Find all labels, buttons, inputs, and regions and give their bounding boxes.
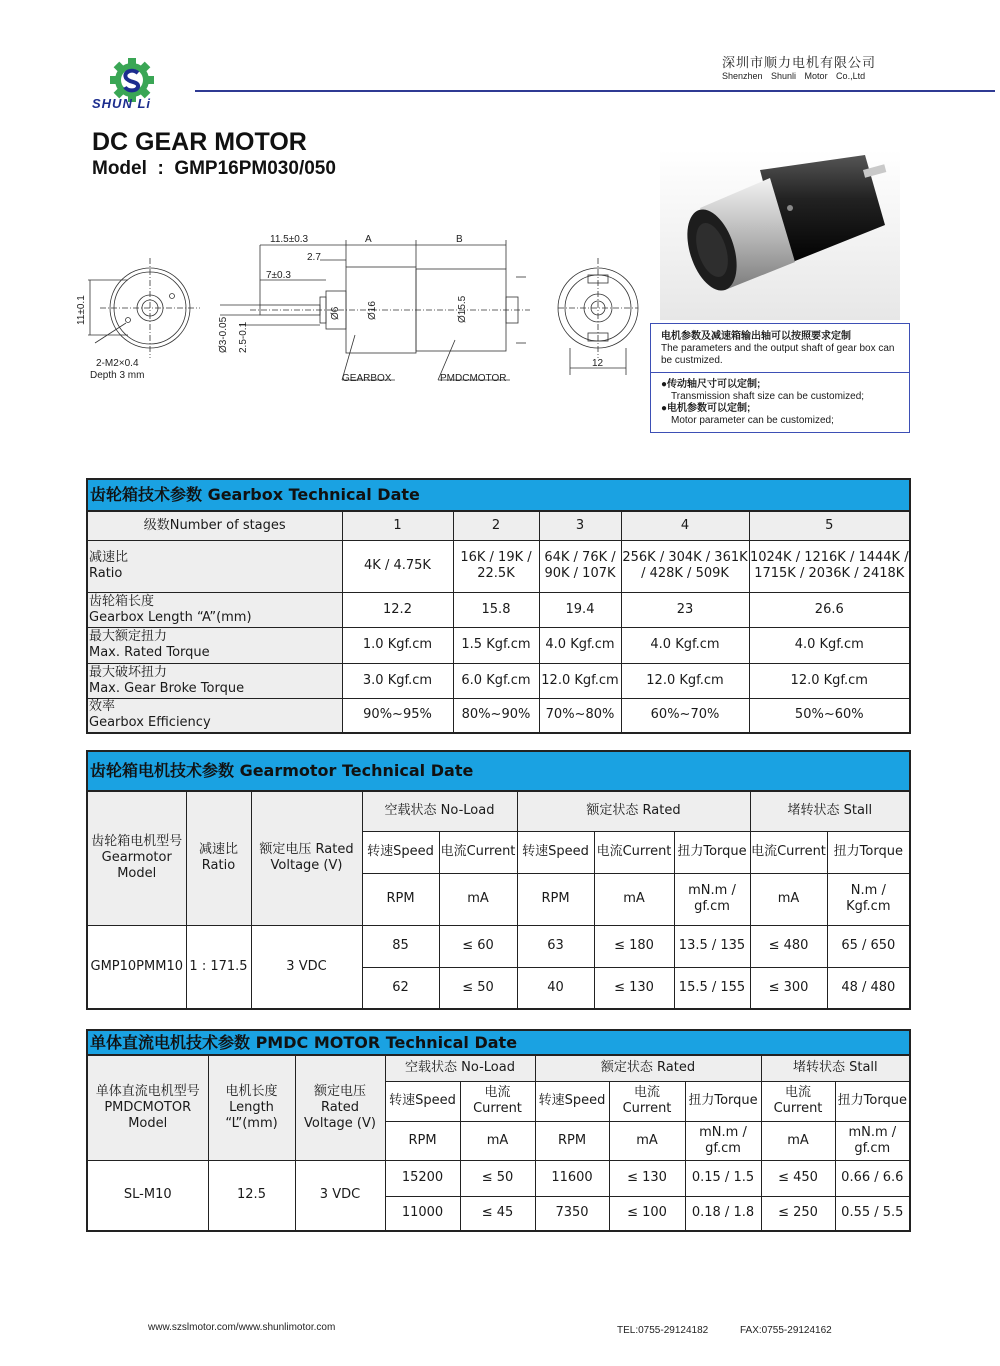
- cell: 11000: [385, 1196, 460, 1231]
- sub-header: 转速Speed: [385, 1081, 460, 1121]
- cell: 0.55 / 5.5: [835, 1196, 910, 1231]
- cell: 15.8: [453, 592, 539, 627]
- unit: RPM: [517, 873, 594, 925]
- unit: RPM: [362, 873, 439, 925]
- table-row: [87, 592, 910, 627]
- cell: ≤ 50: [460, 1160, 535, 1196]
- unit: mA: [594, 873, 674, 925]
- cell: 40: [517, 967, 594, 1009]
- group-noload: 空载状态 No-Load: [385, 1055, 535, 1081]
- unit: mA: [750, 873, 827, 925]
- cell: ≤ 300: [750, 967, 827, 1009]
- cell: 15.5 / 155: [674, 967, 750, 1009]
- group-stall: 堵转状态 Stall: [750, 791, 910, 831]
- screw-note: 2-M2×0.4: [96, 358, 139, 369]
- note-line1-en: The parameters and the output shaft of gear box can be custmized.: [661, 343, 895, 366]
- cell: 6.0 Kgf.cm: [453, 663, 539, 698]
- cell: ≤ 130: [609, 1160, 685, 1196]
- stage-header: 级数Number of stages: [87, 511, 342, 540]
- note-line1-cn: 电机参数及减速箱输出轴可以按照要求定制: [661, 331, 851, 342]
- sub-header: 扭力Torque: [674, 831, 750, 873]
- stage-3: 3: [539, 511, 621, 540]
- sub-header: 电流Current: [750, 831, 827, 873]
- cell: 16K / 19K / 22.5K: [453, 540, 539, 592]
- sub-header: 扭力Torque: [827, 831, 910, 873]
- cell: 19.4: [539, 592, 621, 627]
- unit: mA: [439, 873, 517, 925]
- unit: mN.m / gf.cm: [685, 1121, 761, 1160]
- unit: N.m / Kgf.cm: [827, 873, 910, 925]
- cell: 4.0 Kgf.cm: [539, 627, 621, 663]
- cell: 1.0 Kgf.cm: [342, 627, 453, 663]
- cell: 4K / 4.75K: [342, 540, 453, 592]
- cell: 11600: [535, 1160, 609, 1196]
- sub-header: 电流Current: [594, 831, 674, 873]
- footer-fax: FAX:0755-29124162: [740, 1325, 832, 1336]
- col-ratio-header: 减速比 Ratio: [186, 791, 251, 925]
- col-model-header: 单体直流电机型号 PMDCMOTOR Model: [87, 1055, 208, 1160]
- gearmotor-ratio: 1 : 171.5: [186, 925, 251, 1009]
- row-label-en: Max. Rated Torque: [89, 645, 210, 660]
- dim-b: B: [456, 234, 463, 245]
- sub-header: 电流 Current: [460, 1081, 535, 1121]
- pmdc-table-title: 单体直流电机技术参数 PMDC MOTOR Technical Date: [87, 1030, 910, 1055]
- cell: 65 / 650: [827, 925, 910, 967]
- sub-header: 转速Speed: [362, 831, 439, 873]
- pmdc-spec-table: [86, 1029, 911, 1232]
- cell: 85: [362, 925, 439, 967]
- unit: mA: [460, 1121, 535, 1160]
- cell: ≤ 50: [439, 967, 517, 1009]
- cell: 62: [362, 967, 439, 1009]
- sub-header: 转速Speed: [535, 1081, 609, 1121]
- cell: ≤ 450: [761, 1160, 835, 1196]
- dim-7: 7±0.3: [266, 270, 291, 281]
- cell: 80%~90%: [453, 698, 539, 733]
- cell: ≤ 45: [460, 1196, 535, 1231]
- col-voltage-header: 额定电压 Rated Voltage (V): [295, 1055, 385, 1160]
- product-photo: [660, 150, 900, 320]
- dim-phi3: Ø3-0.05: [218, 316, 229, 353]
- cell: ≤ 60: [439, 925, 517, 967]
- cell: ≤ 100: [609, 1196, 685, 1231]
- cell: 64K / 76K / 90K / 107K: [539, 540, 621, 592]
- cell: 1.5 Kgf.cm: [453, 627, 539, 663]
- customization-note: [650, 323, 910, 433]
- company-name-en: Shenzhen Shunli Motor Co.,Ltd: [722, 71, 866, 81]
- row-label-en: Max. Gear Broke Torque: [89, 680, 245, 696]
- company-name-cn: 深圳市顺力电机有限公司: [722, 56, 877, 71]
- table-row: [87, 791, 910, 831]
- table-row: [87, 1055, 910, 1081]
- row-label-cn: 效率: [89, 699, 116, 715]
- pmdc-voltage: 3 VDC: [295, 1160, 385, 1231]
- footer-website[interactable]: www.szslmotor.com/www.shunlimotor.com: [148, 1322, 336, 1333]
- cell: 70%~80%: [539, 698, 621, 733]
- gearmotor-model: GMP10PMM10: [87, 925, 186, 1009]
- row-label-en: Gearbox Length “A”(mm): [89, 609, 252, 625]
- sub-header: 电流Current: [439, 831, 517, 873]
- col-model-header: 齿轮箱电机型号 Gearmotor Model: [87, 791, 186, 925]
- cell: ≤ 250: [761, 1196, 835, 1231]
- sub-header: 转速Speed: [517, 831, 594, 873]
- cell: 12.0 Kgf.cm: [621, 663, 749, 698]
- group-stall: 堵转状态 Stall: [761, 1055, 910, 1081]
- cell: 0.18 / 1.8: [685, 1196, 761, 1231]
- table-row: [87, 698, 910, 733]
- row-label-cn: 减速比: [89, 550, 129, 565]
- gearbox-table-title: 齿轮箱技术参数 Gearbox Technical Date: [87, 479, 910, 511]
- cell: ≤ 130: [594, 967, 674, 1009]
- cell: 7350: [535, 1196, 609, 1231]
- footer-tel: TEL:0755-29124182: [617, 1325, 709, 1336]
- dim-2-7: 2.7: [307, 252, 321, 263]
- row-label-cn: 齿轮箱长度: [89, 593, 155, 609]
- note-bullet2-en: Motor parameter can be customized;: [671, 415, 834, 426]
- cell: 256K / 304K / 361K / 428K / 509K: [621, 540, 749, 592]
- dim-a: A: [365, 234, 372, 245]
- cell: 23: [621, 592, 749, 627]
- label-pmdc: PMDCMOTOR: [440, 373, 507, 384]
- cell: 63: [517, 925, 594, 967]
- cell: ≤ 180: [594, 925, 674, 967]
- stage-1: 1: [342, 511, 453, 540]
- dimension-drawing: [76, 225, 650, 395]
- unit: mA: [761, 1121, 835, 1160]
- group-noload: 空载状态 No-Load: [362, 791, 517, 831]
- group-rated: 额定状态 Rated: [517, 791, 750, 831]
- front-view: [88, 258, 200, 358]
- cell: 3.0 Kgf.cm: [342, 663, 453, 698]
- pmdc-length: 12.5: [208, 1160, 295, 1231]
- cell: 4.0 Kgf.cm: [749, 627, 910, 663]
- sub-header: 扭力Torque: [835, 1081, 910, 1121]
- cell: 12.0 Kgf.cm: [539, 663, 621, 698]
- note-bullet2-cn: ●电机参数可以定制;: [661, 403, 751, 414]
- cell: 13.5 / 135: [674, 925, 750, 967]
- table-row: [87, 627, 910, 663]
- document-title: DC GEAR MOTOR: [92, 128, 307, 156]
- unit: RPM: [535, 1121, 609, 1160]
- unit: mN.m / gf.cm: [835, 1121, 910, 1160]
- stage-4: 4: [621, 511, 749, 540]
- cell: 15200: [385, 1160, 460, 1196]
- stage-5: 5: [749, 511, 910, 540]
- depth-note: Depth 3 mm: [90, 370, 145, 381]
- dim-12: 12: [592, 358, 604, 369]
- note-divider: [651, 372, 909, 373]
- cell: 0.15 / 1.5: [685, 1160, 761, 1196]
- note-bullet1-cn: ●传动轴尺寸可以定制;: [661, 379, 761, 390]
- cell: 50%~60%: [749, 698, 910, 733]
- pmdc-model: SL-M10: [87, 1160, 208, 1231]
- dim-phi6: Ø6: [330, 306, 341, 320]
- cell: 0.66 / 6.6: [835, 1160, 910, 1196]
- dim-phi15-5: Ø15.5: [457, 295, 468, 323]
- row-label-en: Ratio: [89, 566, 123, 581]
- cell: ≤ 480: [750, 925, 827, 967]
- sub-header: 电流 Current: [609, 1081, 685, 1121]
- table-row: [87, 540, 910, 592]
- gearmotor-voltage: 3 VDC: [251, 925, 362, 1009]
- gearbox-spec-table: [86, 478, 911, 734]
- cell: 12.2: [342, 592, 453, 627]
- cell: 90%~95%: [342, 698, 453, 733]
- dim-11-5: 11.5±0.3: [270, 234, 309, 245]
- header-divider: [195, 90, 995, 92]
- col-voltage-header: 额定电压 Rated Voltage (V): [251, 791, 362, 925]
- col-length-header: 电机长度 Length “L”(mm): [208, 1055, 295, 1160]
- logo-wordmark: SHUN Li: [92, 96, 151, 111]
- cell: 26.6: [749, 592, 910, 627]
- dim-11: 11±0.1: [76, 295, 87, 325]
- stage-2: 2: [453, 511, 539, 540]
- unit: mA: [609, 1121, 685, 1160]
- label-gearbox: GEARBOX: [342, 373, 392, 384]
- unit: RPM: [385, 1121, 460, 1160]
- cell: 1024K / 1216K / 1444K / 1715K / 2036K / 2418K: [749, 540, 910, 592]
- table-row: [87, 663, 910, 698]
- row-label-cn: 最大破坏扭力: [89, 664, 168, 680]
- dim-phi16: Ø16: [367, 301, 378, 320]
- group-rated: 额定状态 Rated: [535, 1055, 761, 1081]
- model-number: Model : GMP16PM030/050: [92, 158, 336, 179]
- unit: mN.m / gf.cm: [674, 873, 750, 925]
- table-row: [87, 1160, 910, 1196]
- row-label-en: Gearbox Efficiency: [89, 715, 211, 731]
- cell: 12.0 Kgf.cm: [749, 663, 910, 698]
- dim-2-5: 2.5-0.1: [238, 321, 249, 353]
- sub-header: 电流 Current: [761, 1081, 835, 1121]
- sub-header: 扭力Torque: [685, 1081, 761, 1121]
- table-row: [87, 925, 910, 967]
- cell: 48 / 480: [827, 967, 910, 1009]
- gearmotor-spec-table: [86, 750, 911, 1010]
- cell: 4.0 Kgf.cm: [621, 627, 749, 663]
- row-label-cn: 最大额定扭力: [89, 629, 168, 644]
- cell: 60%~70%: [621, 698, 749, 733]
- gearmotor-table-title: 齿轮箱电机技术参数 Gearmotor Technical Date: [87, 751, 910, 791]
- note-bullet1-en: Transmission shaft size can be customized;: [671, 391, 865, 402]
- table-row: [87, 511, 910, 540]
